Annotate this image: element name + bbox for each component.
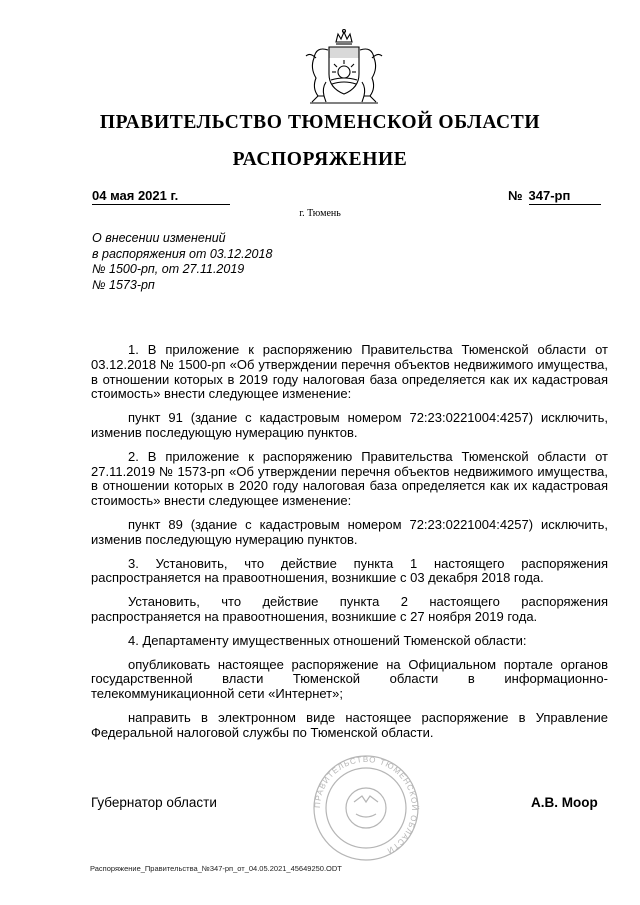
document-number-block: [508, 188, 601, 205]
government-title: ПРАВИТЕЛЬСТВО ТЮМЕНСКОЙ ОБЛАСТИ: [99, 112, 541, 133]
document-subject: [92, 231, 272, 293]
signatory-name: А.В. Моор: [531, 795, 598, 810]
svg-text:ПРАВИТЕЛЬСТВО ТЮМЕНСКОЙ ОБЛАСТ: [313, 755, 419, 856]
body-paragraph: 3. Установить, что действие пункта 1 настоящего распоряжения распространяется на правоотношения, возникшие с 03 декабря 2018 года.: [91, 555, 608, 586]
document-date: 04 мая 2021 г.: [92, 188, 230, 205]
number-sign: №: [508, 188, 523, 203]
official-seal-icon: [310, 752, 422, 864]
coat-of-arms-icon: [296, 28, 392, 106]
body-paragraph: направить в электронном виде настоящее распоряжение в Управление Федеральной налоговой службы по Тюменской области.: [91, 709, 608, 740]
body-paragraph: пункт 91 (здание с кадастровым номером 72:23:0221004:4257) исключить, изменив последующую нумерацию пунктов.: [91, 410, 608, 440]
subject-line: в распоряжения от 03.12.2018: [92, 246, 273, 261]
document-type: РАСПОРЯЖЕНИЕ: [232, 149, 408, 170]
subject-line: № 1573-рп: [92, 277, 155, 292]
document-body: [91, 343, 608, 741]
seal-text: ПРАВИТЕЛЬСТВО ТЮМЕНСКОЙ ОБЛАСТИ: [312, 754, 420, 856]
body-paragraph: 4. Департаменту имущественных отношений Тюменской области:: [128, 632, 527, 648]
body-paragraph: 1. В приложение к распоряжению Правительства Тюменской области от 03.12.2018 № 1500-рп «Об утверждении перечня объектов недвижимого имущества, в отношении которых в 2019 году налоговая база определяется как их кадастровая стоимость» внести следующее изменение:: [91, 342, 608, 402]
body-paragraph: опубликовать настоящее распоряжение на Официальном портале органов государственной власти Тюменской области в информационно-телекоммуникационной сети «Интернет»;: [91, 656, 608, 702]
body-paragraph: пункт 89 (здание с кадастровым номером 72:23:0221004:4257) исключить, изменив последующую нумерацию пунктов.: [91, 516, 608, 547]
subject-line: О внесении изменений: [92, 231, 226, 245]
city-label: г. Тюмень: [299, 208, 341, 219]
file-name-footer: Распоряжение_Правительства_№347-рп_от_04.05.2021_45649250.ODT: [90, 864, 342, 873]
body-paragraph: 2. В приложение к распоряжению Правительства Тюменской области от 27.11.2019 № 1573-рп «Об утверждении перечня объектов недвижимого имущества, в отношении которых в 2020 году налоговая база определяется как их кадастровая стоимость» внести следующее изменение:: [91, 448, 608, 509]
signatory-role: Губернатор области: [91, 795, 217, 810]
document-number: 347-рп: [529, 188, 601, 205]
body-paragraph: Установить, что действие пункта 2 настоящего распоряжения распространяется на правоотношения, возникшие с 27 ноября 2019 года.: [91, 594, 608, 624]
subject-line: № 1500-рп, от 27.11.2019: [92, 262, 245, 276]
